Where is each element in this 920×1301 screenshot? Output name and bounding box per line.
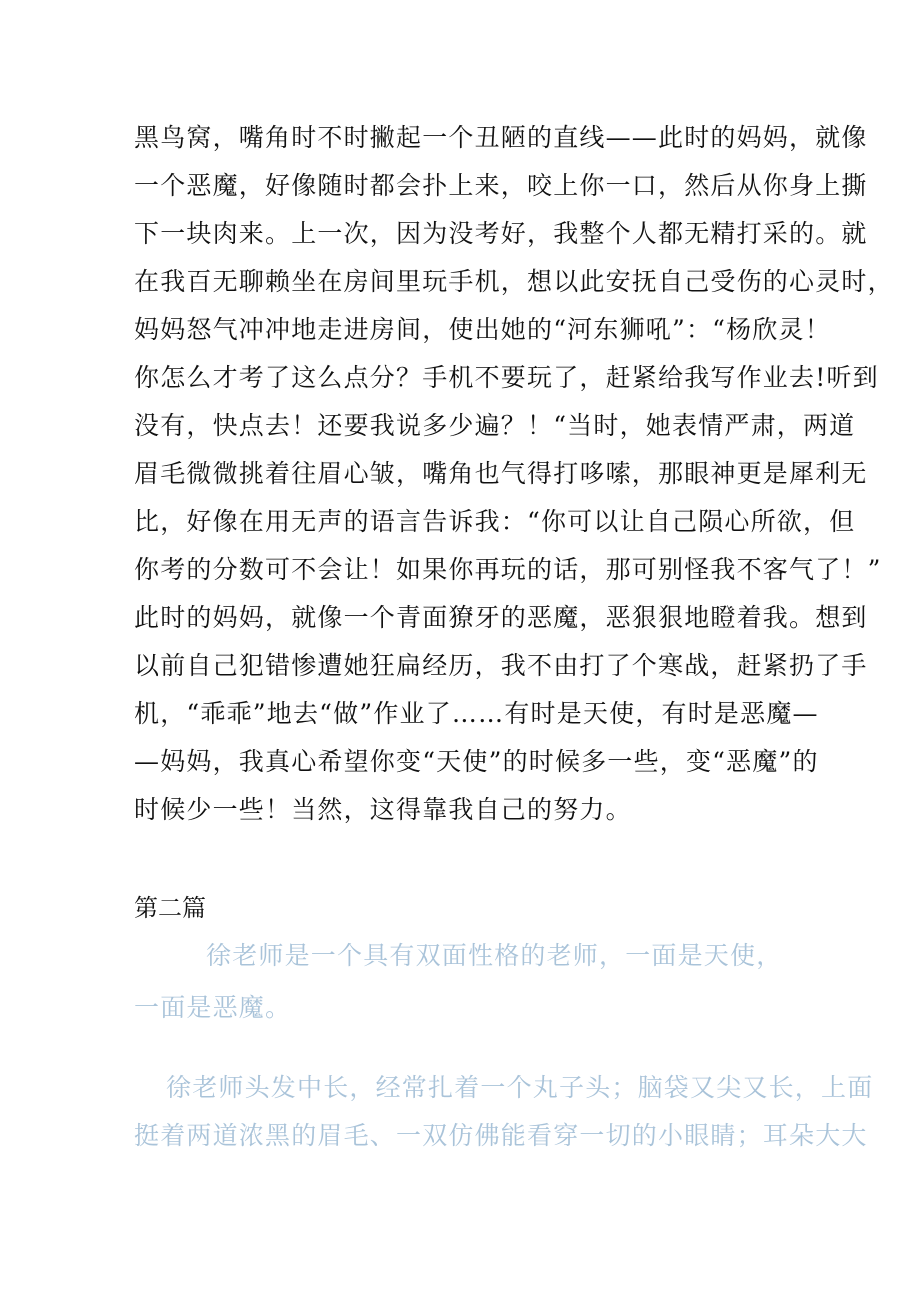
paragraph-line: 一个恶魔，好像随时都会扑上来，咬上你一口，然后从你身上撕 (134, 171, 868, 200)
paragraph-line: 机，“乖乖”地去“做”作业了……有时是天使，有时是恶魔— (134, 699, 819, 728)
paragraph-line: 比，好像在用无声的语言告诉我：“你可以让自己陨心所欲，但 (134, 507, 856, 536)
paragraph-line: 你考的分数可不会让！如果你再玩的话，那可别怪我不客气了！” (134, 555, 882, 584)
paragraph-line: 眉毛微微挑着往眉心皱，嘴角也气得打哆嗦，那眼神更是犀利无 (134, 459, 868, 488)
paragraph-line: 下一块肉来。上一次，因为没考好，我整个人都无精打采的。就 (134, 219, 868, 248)
paragraph-line: 时候少一些！当然，这得靠我自己的努力。 (134, 795, 632, 824)
paragraph-line: —妈妈，我真心希望你变“天使”的时候多一些，变“恶魔”的 (134, 747, 819, 776)
paragraph-line: 以前自己犯错惨遭她狂扁经历，我不由打了个寒战，赶紧扔了手 (134, 651, 868, 680)
paragraph-line: 没有，快点去！还要我说多少遍？！“当时，她表情严肃，两道 (134, 411, 856, 440)
section-heading: 第二篇 (134, 894, 206, 922)
intro-line: 徐老师是一个具有双面性格的老师，一面是天使， (206, 941, 783, 970)
paragraph-line: 黑鸟窝，嘴角时不时撇起一个丑陋的直线——此时的妈妈，就像 (134, 123, 868, 152)
description-line: 挺着两道浓黑的眉毛、一双仿佛能看穿一切的小眼睛；耳朵大大 (134, 1121, 868, 1150)
paragraph-line: 妈妈怒气冲冲地走进房间，使出她的“河东狮吼”：“杨欣灵！ (134, 315, 831, 344)
paragraph-line: 此时的妈妈，就像一个青面獠牙的恶魔，恶狠狠地瞪着我。想到 (134, 603, 868, 632)
paragraph-line: 在我百无聊赖坐在房间里玩手机，想以此安抚自己受伤的心灵时， (134, 267, 894, 296)
description-line: 徐老师头发中长，经常扎着一个丸子头；脑袋又尖又长，上面 (166, 1073, 874, 1102)
paragraph-line: 你怎么才考了这么点分？手机不要玩了，赶紧给我写作业去!听到 (134, 363, 879, 392)
intro-line: 一面是恶魔。 (134, 993, 292, 1022)
